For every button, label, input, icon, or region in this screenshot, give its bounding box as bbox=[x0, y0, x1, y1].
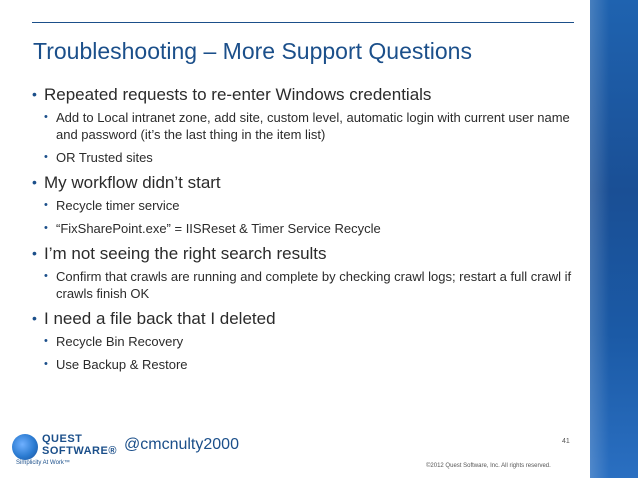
logo-text-software: SOFTWARE® bbox=[42, 445, 117, 457]
quest-software-logo bbox=[12, 432, 118, 472]
quest-globe-icon bbox=[12, 434, 38, 460]
bullet-workflow: • My workflow didn’t start bbox=[32, 172, 572, 193]
copyright-notice: ©2012 Quest Software, Inc. All rights reserved. bbox=[426, 463, 551, 469]
right-decorative-band bbox=[590, 0, 638, 478]
sub-bullet-trusted-sites: • OR Trusted sites bbox=[32, 149, 572, 166]
sub-bullet-fixsharepoint: • “FixSharePoint.exe” = IISReset & Timer Service Recycle bbox=[32, 220, 572, 237]
sub-bullet-crawls: • Confirm that crawls are running and complete by checking crawl logs; restart a full crawl if crawls finish OK bbox=[32, 268, 572, 302]
top-divider bbox=[32, 22, 574, 23]
sub-bullet-local-intranet: • Add to Local intranet zone, add site, custom level, automatic login with current user name and password (it’s the last thing in the item list) bbox=[32, 109, 572, 143]
bullet-deleted-file: • I need a file back that I deleted bbox=[32, 308, 572, 329]
page-number: 41 bbox=[562, 438, 570, 445]
logo-text-quest: QUEST bbox=[42, 433, 83, 445]
bullet-list bbox=[32, 84, 572, 379]
sub-bullet-recycle-timer: • Recycle timer service bbox=[32, 197, 572, 214]
sub-bullet-recycle-bin: • Recycle Bin Recovery bbox=[32, 333, 572, 350]
slide-title: Troubleshooting – More Support Questions bbox=[33, 38, 472, 64]
bullet-credentials: • Repeated requests to re-enter Windows credentials bbox=[32, 84, 572, 105]
sub-bullet-backup-restore: • Use Backup & Restore bbox=[32, 356, 572, 373]
logo-tagline: Simplicity At Work™ bbox=[16, 460, 70, 466]
bullet-search-results: • I’m not seeing the right search results bbox=[32, 243, 572, 264]
twitter-handle: @cmcnulty2000 bbox=[124, 436, 239, 453]
